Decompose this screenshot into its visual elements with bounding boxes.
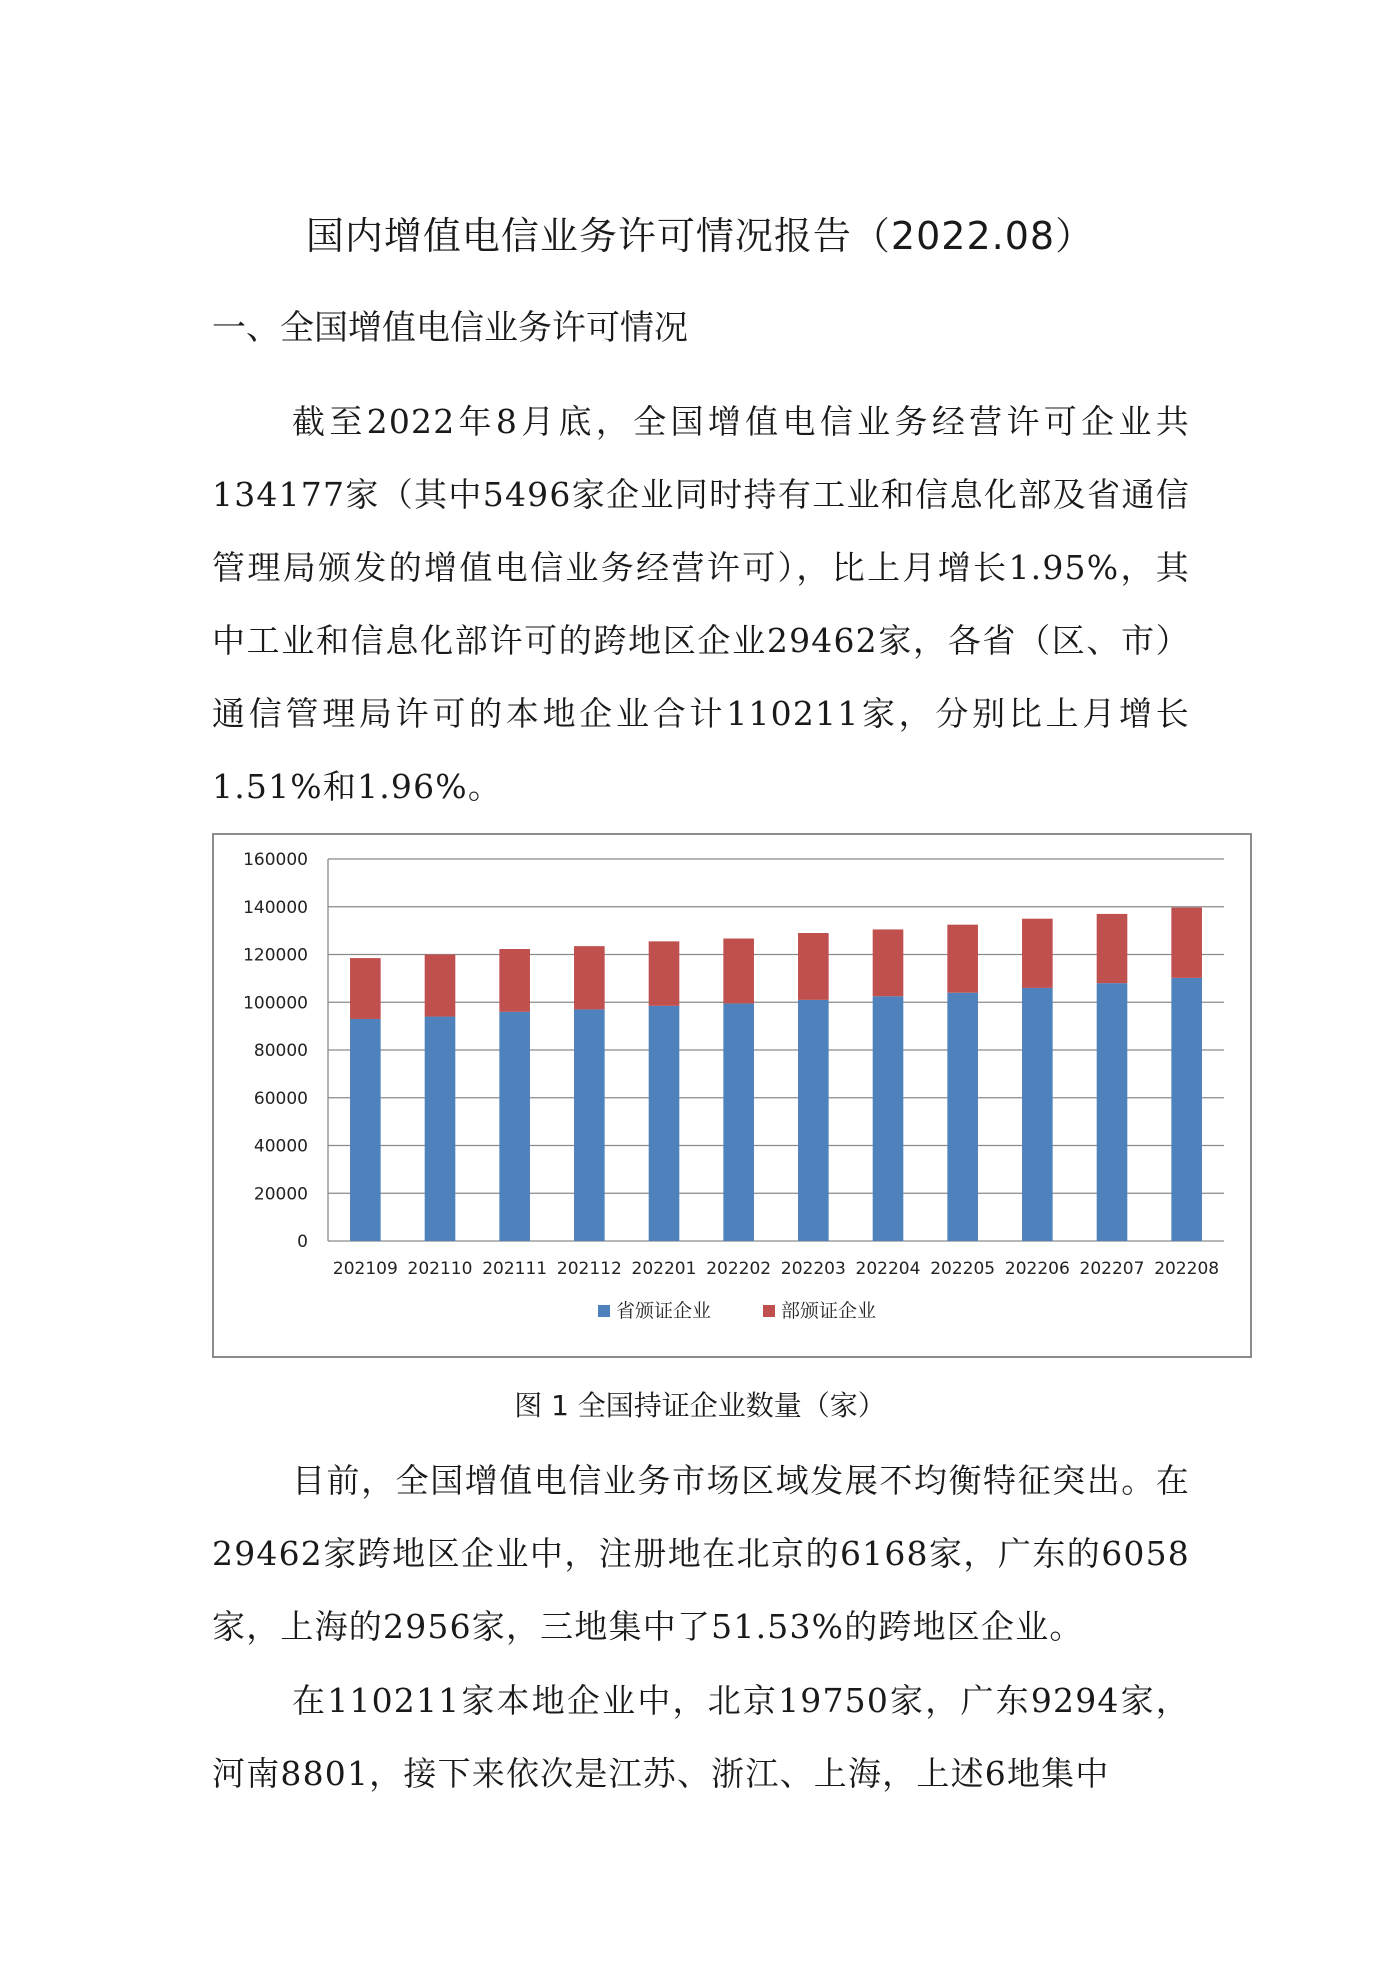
x-tick-label: 202202 bbox=[706, 1259, 772, 1279]
bar-segment-ministry bbox=[798, 933, 829, 1000]
bar-segment-ministry bbox=[1097, 914, 1128, 983]
document-title: 国内增值电信业务许可情况报告（2022.08） bbox=[305, 214, 1095, 258]
x-tick-label: 202207 bbox=[1079, 1259, 1145, 1279]
y-tick-label: 160000 bbox=[243, 850, 308, 870]
x-tick-label: 202112 bbox=[556, 1259, 622, 1279]
bar-segment-ministry bbox=[723, 939, 754, 1004]
y-tick-label: 0 bbox=[297, 1232, 308, 1252]
x-tick-label: 202203 bbox=[780, 1259, 846, 1279]
bar-segment-ministry bbox=[873, 929, 904, 996]
paragraph-summary: 截至2022年8月底，全国增值电信业务经营许可企业共134177家（其中5496家企业同时持有工业和信息化部及省通信管理局颁发的增值电信业务经营许可），比上月增长1.95%，其中工业和信息化部许可的跨地区企业29462家，各省（区、市）通信管理局许可的本地企业合计110211家，分别比上月增长1.51%和1.96%。 bbox=[212, 402, 1190, 806]
bar-segment-provincial bbox=[425, 1017, 456, 1241]
figure-caption: 图 1 全国持证企业数量（家） bbox=[514, 1389, 886, 1422]
bar-segment-ministry bbox=[1171, 908, 1202, 978]
bar-segment-ministry bbox=[574, 946, 605, 1009]
bar-segment-ministry bbox=[1022, 919, 1053, 988]
y-tick-label: 60000 bbox=[253, 1088, 308, 1109]
legend-label: 省颁证企业 bbox=[616, 1300, 712, 1322]
x-tick-label: 202201 bbox=[631, 1259, 697, 1279]
x-tick-label: 202208 bbox=[1154, 1259, 1220, 1279]
bar-segment-provincial bbox=[649, 1006, 680, 1241]
legend-swatch bbox=[598, 1305, 610, 1317]
y-tick-label: 20000 bbox=[253, 1184, 308, 1205]
bar-segment-ministry bbox=[425, 955, 456, 1017]
bar-segment-provincial bbox=[947, 993, 978, 1241]
bar-segment-provincial bbox=[350, 1019, 381, 1241]
y-tick-label: 100000 bbox=[243, 993, 308, 1014]
x-tick-label: 202205 bbox=[930, 1259, 996, 1279]
bar-segment-provincial bbox=[873, 996, 904, 1241]
bar-segment-provincial bbox=[1022, 988, 1053, 1241]
bar-segment-provincial bbox=[1097, 983, 1128, 1241]
bar-segment-provincial bbox=[723, 1003, 754, 1241]
bar-segment-provincial bbox=[1171, 978, 1202, 1241]
x-tick-label: 202204 bbox=[855, 1259, 921, 1279]
paragraph-local: 在110211家本地企业中，北京19750家，广东9294家，河南8801，接下来依次是江苏、浙江、上海，上述6地集中 bbox=[212, 1681, 1190, 1793]
stacked-bar-chart bbox=[214, 835, 1250, 1356]
bar-segment-ministry bbox=[649, 941, 680, 1005]
paragraph-regional: 目前，全国增值电信业务市场区域发展不均衡特征突出。在29462家跨地区企业中，注册地在北京的6168家，广东的6058家，上海的2956家，三地集中了51.53%的跨地区企业。 bbox=[212, 1461, 1190, 1646]
x-tick-label: 202110 bbox=[407, 1259, 473, 1279]
legend-label: 部颁证企业 bbox=[781, 1300, 877, 1322]
x-tick-label: 202109 bbox=[332, 1259, 398, 1279]
chart-container bbox=[212, 833, 1252, 1358]
bar-segment-ministry bbox=[350, 958, 381, 1019]
y-tick-label: 140000 bbox=[243, 897, 308, 918]
bar-segment-ministry bbox=[499, 949, 530, 1012]
bar-segment-provincial bbox=[499, 1012, 530, 1241]
bar-segment-ministry bbox=[947, 925, 978, 993]
x-tick-label: 202111 bbox=[482, 1259, 548, 1279]
bar-segment-provincial bbox=[574, 1009, 605, 1241]
y-tick-label: 40000 bbox=[253, 1136, 308, 1157]
x-tick-label: 202206 bbox=[1004, 1259, 1070, 1279]
y-tick-label: 120000 bbox=[243, 945, 308, 966]
y-tick-label: 80000 bbox=[253, 1041, 308, 1061]
section-heading: 一、全国增值电信业务许可情况 bbox=[212, 308, 688, 348]
legend-swatch bbox=[763, 1305, 775, 1317]
bar-segment-provincial bbox=[798, 1000, 829, 1241]
